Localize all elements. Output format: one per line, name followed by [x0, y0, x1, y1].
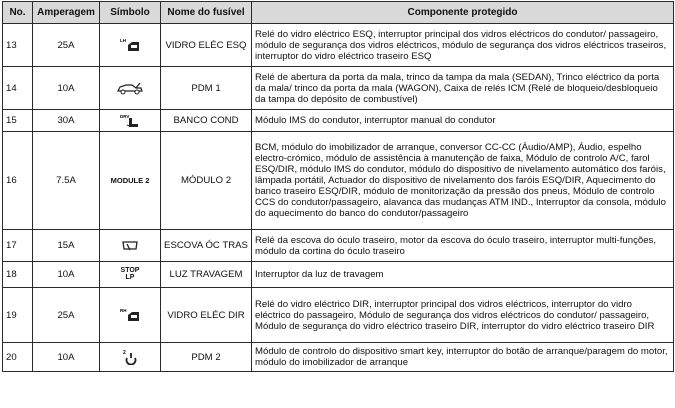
fuse-number: 20 [3, 343, 33, 372]
protected-component: Módulo IMS do condutor, interruptor manual do condutor [252, 110, 674, 132]
table-row [3, 288, 674, 343]
fuse-amperage: 15A [33, 230, 100, 262]
table-row [3, 343, 674, 372]
header-no: No. [3, 2, 33, 24]
fuse-table [2, 1, 674, 372]
protected-component: Relé do vidro eléctrico DIR, interruptor principal dos vidros eléctricos, interruptor do vidro eléctrico do passageiro, Módulo de segurança dos vidros eléctricos do condutor/ passageiro, Módulo de segurança do vidro eléctrico traseiro DIR, interruptor do vidro eléctrico traseiro DIR [252, 288, 674, 343]
fuse-number: 15 [3, 110, 33, 132]
table-row [3, 230, 674, 262]
smart-key-icon [120, 349, 140, 365]
symbol-text [121, 267, 140, 281]
header-component: Componente protegido [252, 2, 674, 24]
symbol-text: RH [120, 308, 127, 313]
fuse-name: LUZ TRAVAGEM [161, 262, 252, 288]
protected-component: Módulo de controlo do dispositivo smart key, interruptor do botão de arranque/paragem do motor, módulo do imobilizador de arranque [252, 343, 674, 372]
symbol-line-2: LP [125, 274, 135, 281]
fuse-symbol [100, 288, 161, 343]
fuse-amperage: 7.5A [33, 132, 100, 230]
fuse-number: 19 [3, 288, 33, 343]
header-amperage: Amperagem [33, 2, 100, 24]
car-trunk-icon [116, 80, 144, 96]
fuse-amperage: 25A [33, 288, 100, 343]
fuse-name: PDM 2 [161, 343, 252, 372]
fuse-amperage: 25A [33, 24, 100, 67]
protected-component: Relé do vidro eléctrico ESQ, interruptor principal dos vidros eléctricos do condutor/ passageiro, módulo de segurança dos vidros eléctricos, módulo de segurança dos vidros eléctricos traseiros, interruptor do vidro eléctrico traseiro ESQ [252, 24, 674, 67]
header-fuse-name: Nome do fusível [161, 2, 252, 24]
table-row [3, 24, 674, 67]
fuse-name: VIDRO ELÉC DIR [161, 288, 252, 343]
fuse-name: ESCOVA ÓC TRAS [161, 230, 252, 262]
rear-wiper-icon [120, 239, 140, 253]
symbol-text: LH [120, 38, 126, 43]
fuse-name: PDM 1 [161, 67, 252, 110]
fuse-symbol [100, 67, 161, 110]
fuse-name: VIDRO ELÉC ESQ [161, 24, 252, 67]
table-row [3, 67, 674, 110]
symbol-line-1: STOP [120, 267, 140, 274]
window-lh-icon [119, 37, 141, 53]
fuse-symbol [100, 110, 161, 132]
fuse-symbol [100, 343, 161, 372]
fuse-amperage: 10A [33, 343, 100, 372]
protected-component: Relé de abertura da porta da mala, trinco da tampa da mala (SEDAN), Trinco eléctrico da porta da mala/ trinco da porta da mala (WAGON), Caixa de relés ICM (Relé de bloqueio/desbloqueio da tampa do depósito de combustível) [252, 67, 674, 110]
protected-component: Interruptor da luz de travagem [252, 262, 674, 288]
fuse-amperage: 10A [33, 262, 100, 288]
fuse-number: 13 [3, 24, 33, 67]
symbol-text: MODULE 2 [110, 176, 150, 185]
protected-component: BCM, módulo do imobilizador de arranque, conversor CC-CC (Áudio/AMP), Áudio, espelho electro-crómico, módulo de assistência à manutenção de faixa, Módulo de controlo A/C, farol ESQ/DIR, módulo IMS do condutor, módulo do dispositivo de nivelamento automático dos faróis, lâmpada portátil, Actuador do dispositivo de nivelamento dos faróis ESQ/DIR, Aquecimento do banco traseiro ESQ/DIR, módulo de monitorização da pressão dos pneus, Módulo de controlo CCS do condutor/passageiro, alavanca das mudanças ATM IND., Interruptor da consola, módulo do aquecimento do banco do condutor/passageiro [252, 132, 674, 230]
seat-drv-icon [119, 113, 141, 129]
window-rh-icon [119, 307, 141, 323]
fuse-amperage: 30A [33, 110, 100, 132]
header-symbol: Símbolo [100, 2, 161, 24]
fuse-number: 14 [3, 67, 33, 110]
table-row [3, 132, 674, 230]
fuse-symbol [100, 262, 161, 288]
fuse-number: 16 [3, 132, 33, 230]
fuse-number: 18 [3, 262, 33, 288]
symbol-text: 2 [123, 350, 126, 356]
fuse-number: 17 [3, 230, 33, 262]
fuse-name: BANCO COND [161, 110, 252, 132]
fuse-symbol [100, 24, 161, 67]
table-header-row [3, 2, 674, 24]
table-row [3, 110, 674, 132]
table-row [3, 262, 674, 288]
fuse-amperage: 10A [33, 67, 100, 110]
fuse-name: MÓDULO 2 [161, 132, 252, 230]
fuse-symbol [100, 230, 161, 262]
protected-component: Relé da escova do óculo traseiro, motor da escova do óculo traseiro, interruptor multi-funções, módulo da cortina do óculo traseiro [252, 230, 674, 262]
symbol-text: DRV [120, 113, 130, 119]
fuse-symbol [100, 132, 161, 230]
